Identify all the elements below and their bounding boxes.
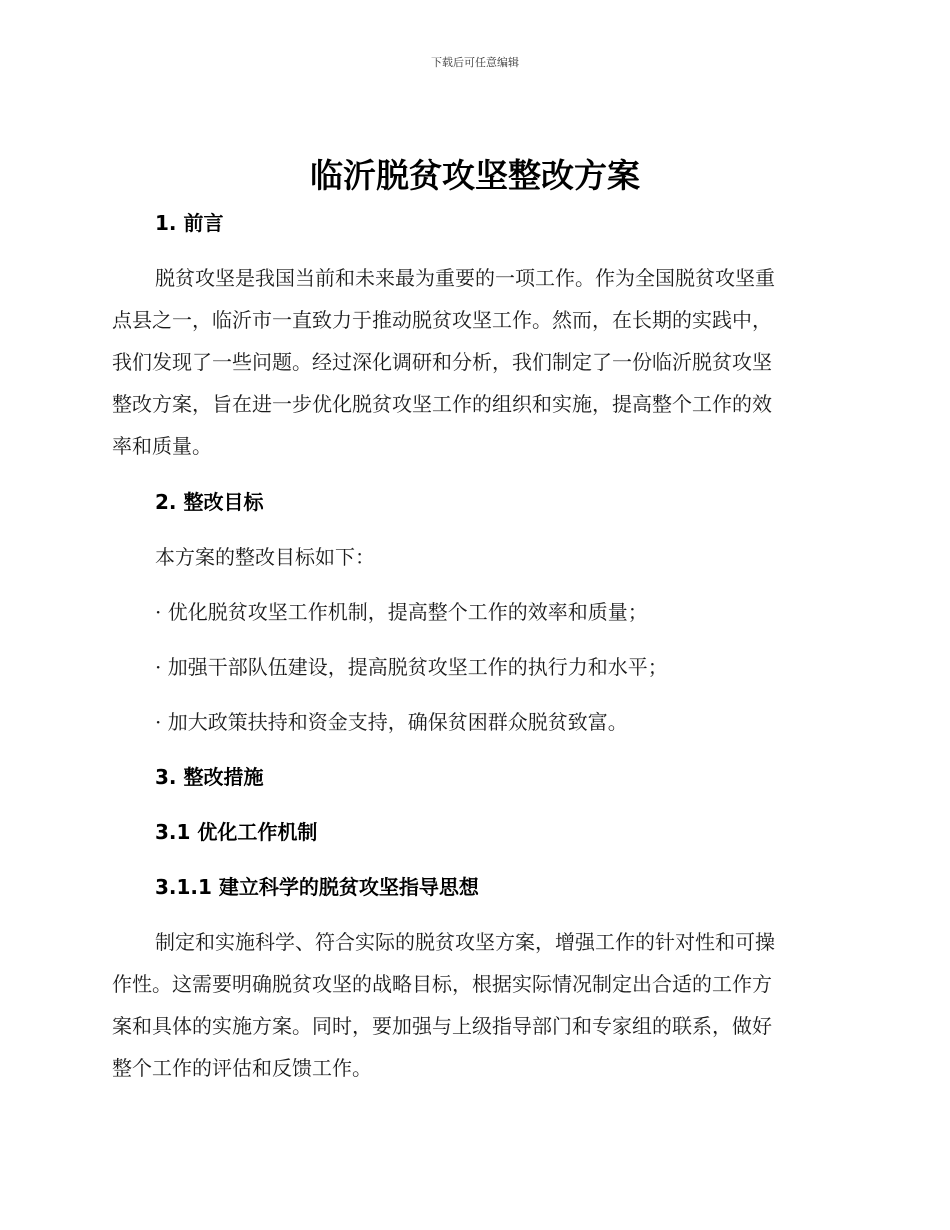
- list-item: · 加强干部队伍建设，提高脱贫攻坚工作的执行力和水平；: [155, 655, 668, 679]
- section-heading-3: 3. 整改措施: [155, 765, 264, 789]
- paragraph-line: 本方案的整改目标如下：: [155, 545, 375, 569]
- section-heading-2: 2. 整改目标: [155, 490, 264, 514]
- page-header-note: 下载后可任意编辑: [431, 56, 519, 69]
- paragraph-line: 作性。这需要明确脱贫攻坚的战略目标，根据实际情况制定出合适的工作方: [112, 972, 772, 996]
- list-item: · 加大政策扶持和资金支持，确保贫困群众脱贫致富。: [155, 710, 628, 734]
- paragraph-line: 制定和实施科学、符合实际的脱贫攻坚方案，增强工作的针对性和可操: [155, 930, 775, 954]
- subsection-heading-3-1-1: 3.1.1 建立科学的脱贫攻坚指导思想: [155, 875, 479, 899]
- paragraph-line: 我们发现了一些问题。经过深化调研和分析，我们制定了一份临沂脱贫攻坚: [112, 350, 772, 374]
- paragraph-line: 整个工作的评估和反馈工作。: [112, 1056, 372, 1080]
- paragraph-line: 案和具体的实施方案。同时，要加强与上级指导部门和专家组的联系，做好: [112, 1014, 772, 1038]
- subsection-heading-3-1: 3.1 优化工作机制: [155, 820, 318, 844]
- section-heading-1: 1. 前言: [155, 211, 224, 235]
- paragraph-line: 点县之一，临沂市一直致力于推动脱贫攻坚工作。然而，在长期的实践中，: [112, 308, 772, 332]
- paragraph-line: 整改方案，旨在进一步优化脱贫攻坚工作的组织和实施，提高整个工作的效: [112, 392, 772, 416]
- paragraph-line: 脱贫攻坚是我国当前和未来最为重要的一项工作。作为全国脱贫攻坚重: [155, 266, 775, 290]
- list-item: · 优化脱贫攻坚工作机制，提高整个工作的效率和质量；: [155, 600, 648, 624]
- document-title: 临沂脱贫攻坚整改方案: [310, 156, 640, 195]
- paragraph-line: 率和质量。: [112, 434, 212, 458]
